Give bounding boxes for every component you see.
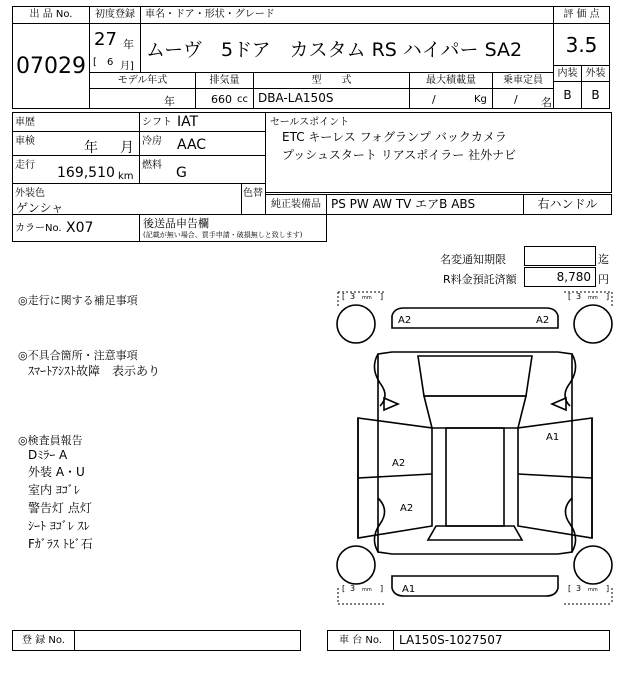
displacement-unit: cc — [237, 94, 248, 105]
roof — [446, 428, 504, 526]
mileage-label: 走行 — [15, 160, 35, 171]
damage-mark-left-front-door: A2 — [392, 458, 406, 469]
svg-text:[: [ — [342, 292, 346, 301]
chassis-value: LA150S-1027507 — [393, 630, 610, 651]
sales-points-label: セールスポイント — [270, 117, 350, 128]
history-label: 車歴 — [15, 117, 35, 128]
first-reg-label: 初度登録 — [89, 6, 141, 24]
damage-diagram — [336, 288, 614, 608]
inspection-month: 月 — [120, 140, 134, 156]
damage-mark-right-side: A1 — [546, 432, 560, 443]
color-no-label: カラーNo. — [15, 223, 62, 234]
tire-unit-br: mm — [588, 587, 598, 593]
report-line: Fｶﾞﾗｽ ﾄﾋﾞ石 — [28, 537, 93, 551]
tire-depth-br: 3 — [576, 584, 582, 593]
exterior-grade: B — [581, 81, 610, 109]
load-slash: / — [432, 93, 436, 106]
front-bumper — [392, 308, 558, 328]
chassis-label: 車 台 No. — [327, 630, 394, 651]
fuel-label: 燃料 — [142, 160, 162, 171]
type-value: DBA-LA150S — [258, 91, 334, 105]
defects-heading: ◎不具合箇所・注意事項 — [18, 349, 138, 362]
capacity-label: 乗車定員 — [492, 72, 554, 89]
cap-slash: / — [514, 93, 518, 106]
steering-value: 右ハンドル — [523, 194, 612, 215]
color-change-label: 色替 — [243, 188, 263, 199]
report-line: 外装 A・U — [28, 465, 85, 479]
equipment-label: 純正装備品 — [265, 194, 327, 215]
damage-mark-rear: A1 — [402, 584, 416, 595]
report-line: Dﾐﾗｰ A — [28, 448, 68, 462]
svg-text:[: [ — [568, 584, 572, 593]
reg-no-label: 登 録 No. — [12, 630, 75, 651]
ac-value: AAC — [177, 137, 207, 153]
aftermarket-label: 後送品申告欄 — [143, 217, 209, 230]
sales-points-line1: ETC キーレス フォグランプ バックカメラ — [282, 130, 507, 144]
deadline-value — [524, 246, 596, 266]
inspection-label: 車検 — [15, 136, 35, 147]
svg-text:]: ] — [380, 292, 384, 301]
defect-line: ｽﾏｰﾄｱｼｽﾄ故障 表示あり — [28, 364, 161, 378]
svg-text:]: ] — [380, 584, 384, 593]
tire-top-right — [574, 305, 612, 343]
recycle-value: 8,780 — [524, 267, 596, 287]
displacement-label: 排気量 — [195, 72, 254, 89]
fuel-value: G — [176, 165, 187, 181]
color-no-value: X07 — [66, 220, 94, 236]
deadline-unit: 迄 — [598, 253, 609, 266]
load-unit: Kg — [474, 94, 487, 105]
interior-grade: B — [553, 81, 582, 109]
reg-year: 27 — [94, 29, 117, 50]
tire-bottom-right — [574, 546, 612, 584]
lot-no-label: 出 品 No. — [12, 6, 90, 24]
max-load-label: 最大積載量 — [409, 72, 493, 89]
tire-depth-tl: 3 — [350, 292, 356, 301]
rear-bumper — [392, 576, 558, 596]
tire-top-left — [337, 305, 375, 343]
report-line: 警告灯 点灯 — [28, 501, 92, 515]
driving-heading: ◎走行に関する補足事項 — [18, 294, 138, 307]
svg-text:[: [ — [342, 584, 346, 593]
tire-depth-tr: 3 — [576, 292, 582, 301]
hood — [418, 356, 532, 396]
model-name: ムーヴ 5ドア カスタム RS ハイパー SA2 — [146, 39, 523, 61]
body-outline — [378, 352, 572, 554]
svg-text:]: ] — [606, 584, 610, 593]
report-line: 室内 ﾖｺﾞﾚ — [28, 483, 80, 497]
reg-month: 6 — [107, 57, 114, 68]
model-year-label: モデル年式 — [89, 72, 196, 89]
tire-unit-tr: mm — [588, 295, 598, 301]
lot-no: 07029 — [12, 23, 90, 109]
sales-points-line2: プッシュスタート リアスポイラー 社外ナビ — [282, 148, 517, 162]
rear-window — [428, 526, 522, 540]
tire-bottom-left — [337, 546, 375, 584]
report-line: ｼｰﾄ ﾖｺﾞﾚ ｽﾚ — [28, 519, 90, 533]
recycle-label: R料金預託済額 — [443, 273, 517, 286]
interior-label: 内装 — [553, 65, 582, 82]
equipment-items: PS PW AW TV エアB ABS — [326, 194, 524, 215]
damage-mark-front-left: A2 — [398, 315, 412, 326]
tire-depth-bl: 3 — [350, 584, 356, 593]
deadline-label: 名変通知期限 — [440, 253, 506, 266]
type-label: 型 式 — [253, 72, 410, 89]
tire-unit-tl: mm — [362, 295, 372, 301]
shift-value: IAT — [177, 114, 199, 130]
svg-text:[: [ — [568, 292, 572, 301]
model-year-unit: 年 — [164, 95, 175, 108]
exterior-color-label: 外装色 — [15, 188, 45, 199]
score: 3.5 — [553, 23, 610, 66]
reg-month-unit: 月] — [120, 61, 134, 72]
reg-no-value — [74, 630, 301, 651]
damage-mark-front-right: A2 — [536, 315, 550, 326]
reg-month-prefix: [ — [93, 57, 97, 68]
inspection-year: 年 — [84, 140, 98, 156]
windshield — [424, 396, 526, 428]
tire-unit-bl: mm — [362, 587, 372, 593]
mileage-value: 169,510 — [57, 165, 115, 181]
reg-year-unit: 年 — [123, 38, 134, 51]
model-label: 車名・ドア・形状・グレード — [140, 6, 554, 24]
inspector-heading: ◎検査員報告 — [18, 434, 83, 447]
displacement: 660 — [211, 93, 232, 106]
model-year-cell — [89, 88, 196, 109]
shift-label: シフト — [142, 117, 172, 128]
aftermarket-note: (記載が無い場合、買手申請・破損無しと致します) — [143, 231, 303, 239]
svg-text:]: ] — [606, 292, 610, 301]
mileage-unit: km — [118, 171, 134, 182]
damage-mark-left-rear-door: A2 — [400, 503, 414, 514]
ac-label: 冷房 — [142, 136, 162, 147]
recycle-unit: 円 — [598, 273, 609, 286]
score-label: 評 価 点 — [553, 6, 610, 24]
exterior-label: 外装 — [581, 65, 610, 82]
cap-unit: 名 — [541, 96, 552, 109]
exterior-color-value: ゲンシャ — [16, 201, 64, 215]
